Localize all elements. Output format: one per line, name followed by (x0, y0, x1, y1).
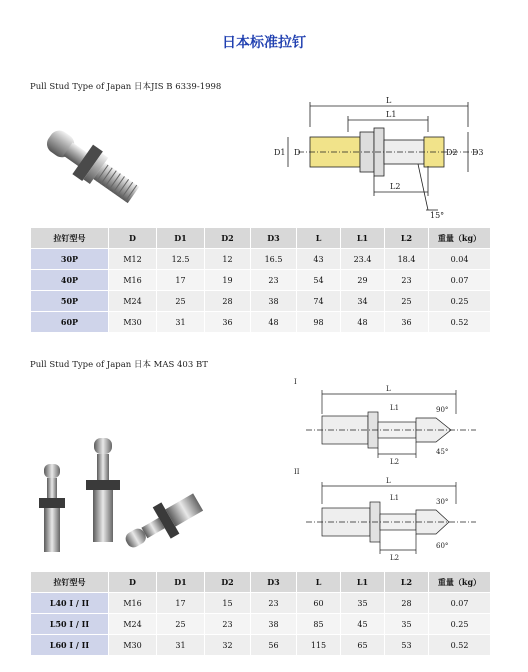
col-d1: D1 (157, 228, 205, 249)
cell: 23 (385, 270, 429, 291)
table-row (31, 312, 491, 333)
cell: 115 (297, 635, 341, 656)
page-title: 日本标准拉钉 (222, 35, 306, 51)
cell: 0.07 (429, 270, 491, 291)
cell: 31 (157, 635, 205, 656)
dim-l1-label: L1 (386, 110, 397, 119)
cell: 53 (385, 635, 429, 656)
col-d1: D1 (157, 572, 205, 593)
table-row (31, 270, 491, 291)
angle-30-label: 30° (436, 498, 449, 506)
cell: 98 (297, 312, 341, 333)
cell: 25 (385, 291, 429, 312)
cell: 85 (297, 614, 341, 635)
mas-l-label-2: L (386, 477, 391, 485)
col-model: 拉钉型号 (31, 572, 109, 593)
cell: M24 (109, 291, 157, 312)
cell: 25 (157, 614, 205, 635)
cell: 45 (341, 614, 385, 635)
cell: 23.4 (341, 249, 385, 270)
col-l: L (297, 572, 341, 593)
technical-drawing-jis (268, 92, 490, 220)
col-weight: 重量（kg） (429, 572, 491, 593)
pull-stud-photo-jis (30, 118, 160, 220)
cell: 0.52 (429, 635, 491, 656)
cell: 17 (157, 593, 205, 614)
dim-d-label: D (294, 148, 301, 157)
cell: 36 (385, 312, 429, 333)
cell: 34 (341, 291, 385, 312)
cell: L40 I / II (31, 593, 109, 614)
cell: 48 (251, 312, 297, 333)
col-d: D (109, 228, 157, 249)
col-d2: D2 (205, 228, 251, 249)
col-l1: L1 (341, 228, 385, 249)
table-row (31, 291, 491, 312)
spec-table-jis (30, 227, 491, 333)
cell: 0.25 (429, 291, 491, 312)
cell: 12 (205, 249, 251, 270)
cell: 31 (157, 312, 205, 333)
cell: 0.04 (429, 249, 491, 270)
cell: 18.4 (385, 249, 429, 270)
col-l2: L2 (385, 572, 429, 593)
dim-d3-label: D3 (472, 148, 484, 157)
dim-d2-label: D2 (446, 148, 458, 157)
table-row (31, 614, 491, 635)
angle-90-label: 90° (436, 406, 449, 414)
dim-angle-label: 15° (430, 211, 445, 220)
cell: 16.5 (251, 249, 297, 270)
table-row (31, 593, 491, 614)
cell: 23 (205, 614, 251, 635)
cell: L60 I / II (31, 635, 109, 656)
technical-drawing-mas (286, 374, 490, 564)
cell: 38 (251, 614, 297, 635)
pull-stud-photo-mas (30, 434, 206, 562)
mas-l1-label-2: L1 (390, 494, 400, 502)
cell: 29 (341, 270, 385, 291)
cell: 38 (251, 291, 297, 312)
cell: 50P (31, 291, 109, 312)
section1-caption: Pull Stud Type of Japan 日本JIS B 6339-1998 (30, 82, 222, 92)
mas-l2-label: L2 (390, 458, 400, 466)
cell: 17 (157, 270, 205, 291)
type-i-label: I (294, 378, 297, 386)
type-ii-label: II (294, 468, 300, 476)
cell: 43 (297, 249, 341, 270)
col-model: 拉钉型号 (31, 228, 109, 249)
dim-d1-label: D1 (274, 148, 286, 157)
cell: 0.25 (429, 614, 491, 635)
cell: 0.07 (429, 593, 491, 614)
dim-l-label: L (386, 96, 392, 105)
cell: 48 (341, 312, 385, 333)
cell: 54 (297, 270, 341, 291)
cell: 15 (205, 593, 251, 614)
cell: 40P (31, 270, 109, 291)
section2-caption: Pull Stud Type of Japan 日本 MAS 403 BT (30, 360, 208, 370)
mas-l2-label-2: L2 (390, 554, 400, 562)
angle-45-label: 45° (436, 448, 449, 456)
cell: M30 (109, 312, 157, 333)
col-d3: D3 (251, 228, 297, 249)
col-d3: D3 (251, 572, 297, 593)
cell: 28 (205, 291, 251, 312)
col-l2: L2 (385, 228, 429, 249)
cell: 60P (31, 312, 109, 333)
col-d: D (109, 572, 157, 593)
table-row (31, 635, 491, 656)
mas-l-label: L (386, 385, 391, 393)
table-header-row (31, 228, 491, 249)
cell: 28 (385, 593, 429, 614)
cell: 60 (297, 593, 341, 614)
mas-l1-label: L1 (390, 404, 400, 412)
table-header-row (31, 572, 491, 593)
cell: M12 (109, 249, 157, 270)
cell: 25 (157, 291, 205, 312)
dim-l2-label: L2 (390, 182, 401, 191)
cell: 30P (31, 249, 109, 270)
cell: 23 (251, 270, 297, 291)
col-d2: D2 (205, 572, 251, 593)
table-row (31, 249, 491, 270)
cell: 35 (385, 614, 429, 635)
cell: 35 (341, 593, 385, 614)
cell: M24 (109, 614, 157, 635)
cell: 36 (205, 312, 251, 333)
cell: 23 (251, 593, 297, 614)
cell: M16 (109, 593, 157, 614)
angle-60-label: 60° (436, 542, 449, 550)
cell: 12.5 (157, 249, 205, 270)
cell: M16 (109, 270, 157, 291)
cell: 74 (297, 291, 341, 312)
cell: 32 (205, 635, 251, 656)
cell: L50 I / II (31, 614, 109, 635)
cell: 65 (341, 635, 385, 656)
col-l: L (297, 228, 341, 249)
col-weight: 重量（kg） (429, 228, 491, 249)
cell: 0.52 (429, 312, 491, 333)
cell: 56 (251, 635, 297, 656)
cell: 19 (205, 270, 251, 291)
col-l1: L1 (341, 572, 385, 593)
cell: M30 (109, 635, 157, 656)
spec-table-mas (30, 571, 491, 656)
